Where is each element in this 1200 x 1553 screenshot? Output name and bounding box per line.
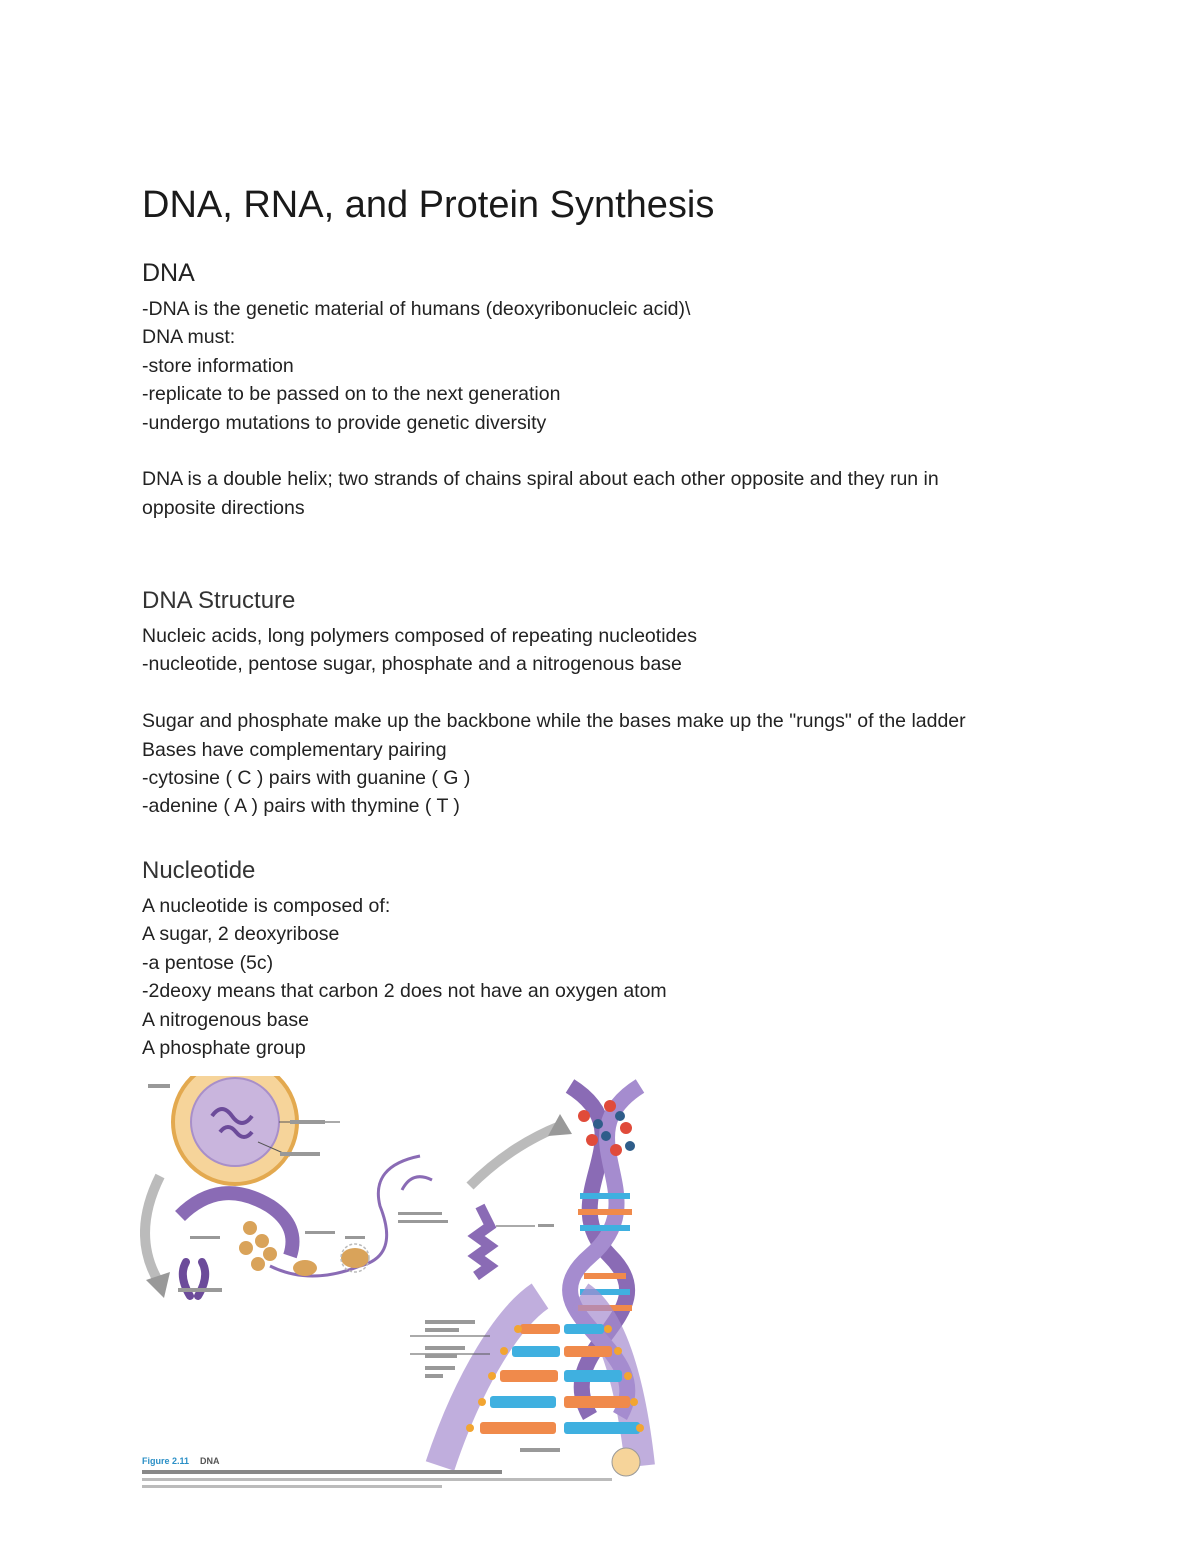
body-line: A phosphate group — [142, 1037, 306, 1060]
section-body-dna-structure — [142, 622, 966, 821]
section-heading-dna: DNA — [142, 259, 195, 287]
chromosome-illustration — [178, 1262, 222, 1296]
body-line: -replicate to be passed on to the next generation — [142, 383, 561, 406]
dna-ladder-illustration — [410, 1296, 644, 1476]
section-heading-dna-structure: DNA Structure — [142, 587, 296, 614]
supercoil-illustration — [398, 1177, 554, 1276]
body-line: -cytosine ( C ) pairs with guanine ( G ) — [142, 767, 471, 790]
body-line: A nitrogenous base — [142, 1008, 309, 1031]
dna-illustration — [140, 1076, 660, 1494]
figure-caption — [142, 1456, 612, 1488]
body-line: -store information — [142, 354, 294, 377]
body-line: Bases have complementary pairing — [142, 738, 447, 761]
body-line: -nucleotide, pentose sugar, phosphate and a nitrogenous base — [142, 653, 682, 676]
figure-caption-label: Figure 2.11 — [142, 1456, 190, 1466]
body-line: -a pentose (5c) — [142, 951, 274, 974]
body-line: Sugar and phosphate make up the backbone while the bases make up the "rungs" of the ladder — [142, 710, 966, 733]
section-body-dna — [142, 295, 939, 522]
body-line: -adenine ( A ) pairs with thymine ( T ) — [142, 795, 460, 818]
dna-figure — [140, 1076, 660, 1494]
blank-line — [142, 437, 939, 465]
body-line: A sugar, 2 deoxyribose — [142, 923, 340, 946]
blank-line — [142, 679, 966, 707]
section-heading-nucleotide: Nucleotide — [142, 857, 256, 884]
body-line: A nucleotide is composed of: — [142, 895, 391, 917]
body-line: -2deoxy means that carbon 2 does not have an oxygen atom — [142, 980, 667, 1003]
document-title: DNA, RNA, and Protein Synthesis — [142, 184, 715, 226]
body-line: DNA is a double helix; two strands of chains spiral about each other opposite and they run in — [142, 468, 939, 491]
body-line: -undergo mutations to provide genetic diversity — [142, 411, 547, 434]
body-line: DNA must: — [142, 326, 236, 349]
section-body-nucleotide — [142, 892, 667, 1062]
cell-nucleus-illustration — [148, 1076, 340, 1184]
body-line: opposite directions — [142, 496, 305, 519]
body-line: -DNA is the genetic material of humans (deoxyribonucleic acid)\ — [142, 298, 691, 320]
figure-caption-title: DNA — [200, 1456, 220, 1466]
body-line: Nucleic acids, long polymers composed of repeating nucleotides — [142, 625, 697, 647]
